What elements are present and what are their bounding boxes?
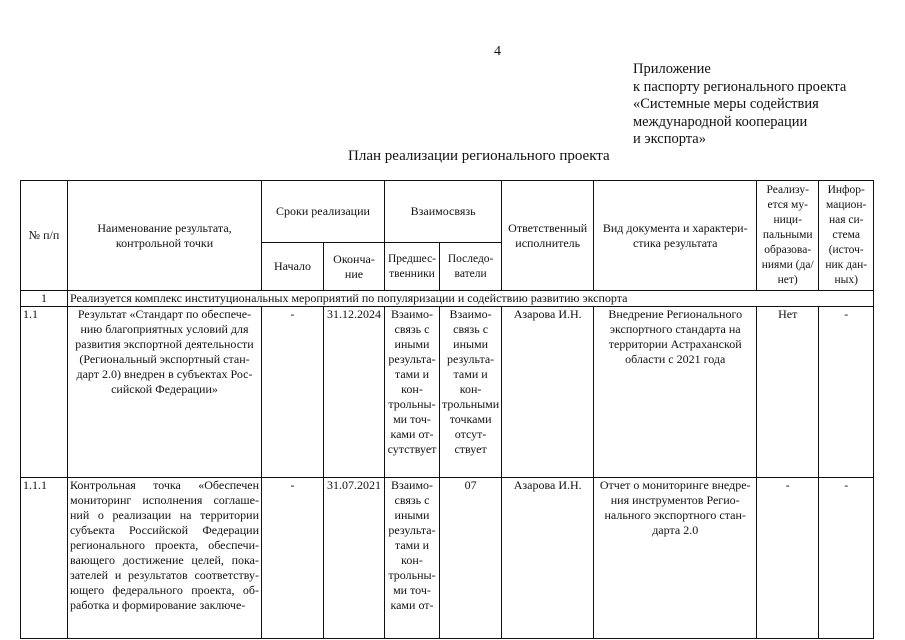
row-name: Результат «Стандарт по обеспече-нию благоприятных условий для развития экспортной деятельности (Региональный экспортный стан-дарт 2.0) внедрен в субъектах Рос-сийской Федерации» [68, 307, 262, 478]
table-header-row [21, 181, 874, 243]
appendix-line: к паспорту регионального проекта [633, 78, 847, 95]
header-document: Вид документа и характери-стика результата [594, 181, 757, 291]
row-num: 1.1 [21, 307, 68, 478]
row-municipal: Нет [757, 307, 819, 478]
header-info-system: Инфор-мацион-ная си-стема (источ-ник дан-ных) [819, 181, 874, 291]
table-row [21, 307, 874, 478]
table-row [21, 478, 874, 639]
section-text: Реализуется комплекс институциональных мероприятий по популяризации и содействию развитию экспорта [68, 291, 874, 307]
plan-title: План реализации регионального проекта [348, 148, 610, 164]
section-row [21, 291, 874, 307]
row-successors: Взаимо-связь с иными результа-тами и кон-трольными точками отсут-ствует [440, 307, 502, 478]
row-predecessors: Взаимо-связь с иными результа-тами и кон-трольны-ми точ-ками от-сутствует [385, 307, 440, 478]
appendix-caption [633, 61, 846, 149]
row-predecessors: Взаимо-связь с иными результа-тами и кон-трольны-ми точ-ками от- [385, 478, 440, 639]
row-document: Внедрение Регионального экспортного стандарта на территории Астраханской области с 2021 года [594, 307, 757, 478]
section-num: 1 [21, 291, 68, 307]
header-terms: Сроки реализации [262, 181, 385, 243]
header-relation: Взаимосвязь [385, 181, 502, 243]
header-name: Наименование результата, контрольной точки [68, 181, 262, 291]
page-number: 4 [494, 44, 501, 59]
row-successors: 07 [440, 478, 502, 639]
appendix-line: Приложение [633, 61, 711, 77]
row-end: 31.12.2024 [324, 307, 385, 478]
header-responsible: Ответственный исполнитель [502, 181, 594, 291]
appendix-line: «Системные меры содействия [633, 96, 819, 112]
header-start: Начало [262, 243, 324, 291]
plan-table [20, 180, 874, 639]
header-predecessors: Предшес-твенники [385, 243, 440, 291]
row-responsible: Азарова И.Н. [502, 478, 594, 639]
row-start: - [262, 307, 324, 478]
row-info-system: - [819, 478, 874, 639]
row-info-system: - [819, 307, 874, 478]
appendix-line: и экспорта» [633, 131, 706, 147]
row-name: Контрольная точка «Обеспечен мониторинг исполнения соглаше-ний о реализации на территории субъекта Российской Федерации регионального проекта, обеспечи-вающего достижение целей, пока-зателей и результатов соответству-ющего федерального проекта, об-работка и формирование заключе- [68, 478, 262, 639]
row-start: - [262, 478, 324, 639]
row-end: 31.07.2021 [324, 478, 385, 639]
header-end: Оконча-ние [324, 243, 385, 291]
header-num: № п/п [21, 181, 68, 291]
row-responsible: Азарова И.Н. [502, 307, 594, 478]
header-successors: Последо-ватели [440, 243, 502, 291]
row-municipal: - [757, 478, 819, 639]
row-document: Отчет о мониторинге внедре-ния инструментов Регио-нального экспортного стан-дарта 2.0 [594, 478, 757, 639]
appendix-line: международной кооперации [633, 113, 808, 130]
header-municipal: Реализу-ется му-ници-пальными образова-ниями (да/нет) [757, 181, 819, 291]
row-num: 1.1.1 [21, 478, 68, 639]
